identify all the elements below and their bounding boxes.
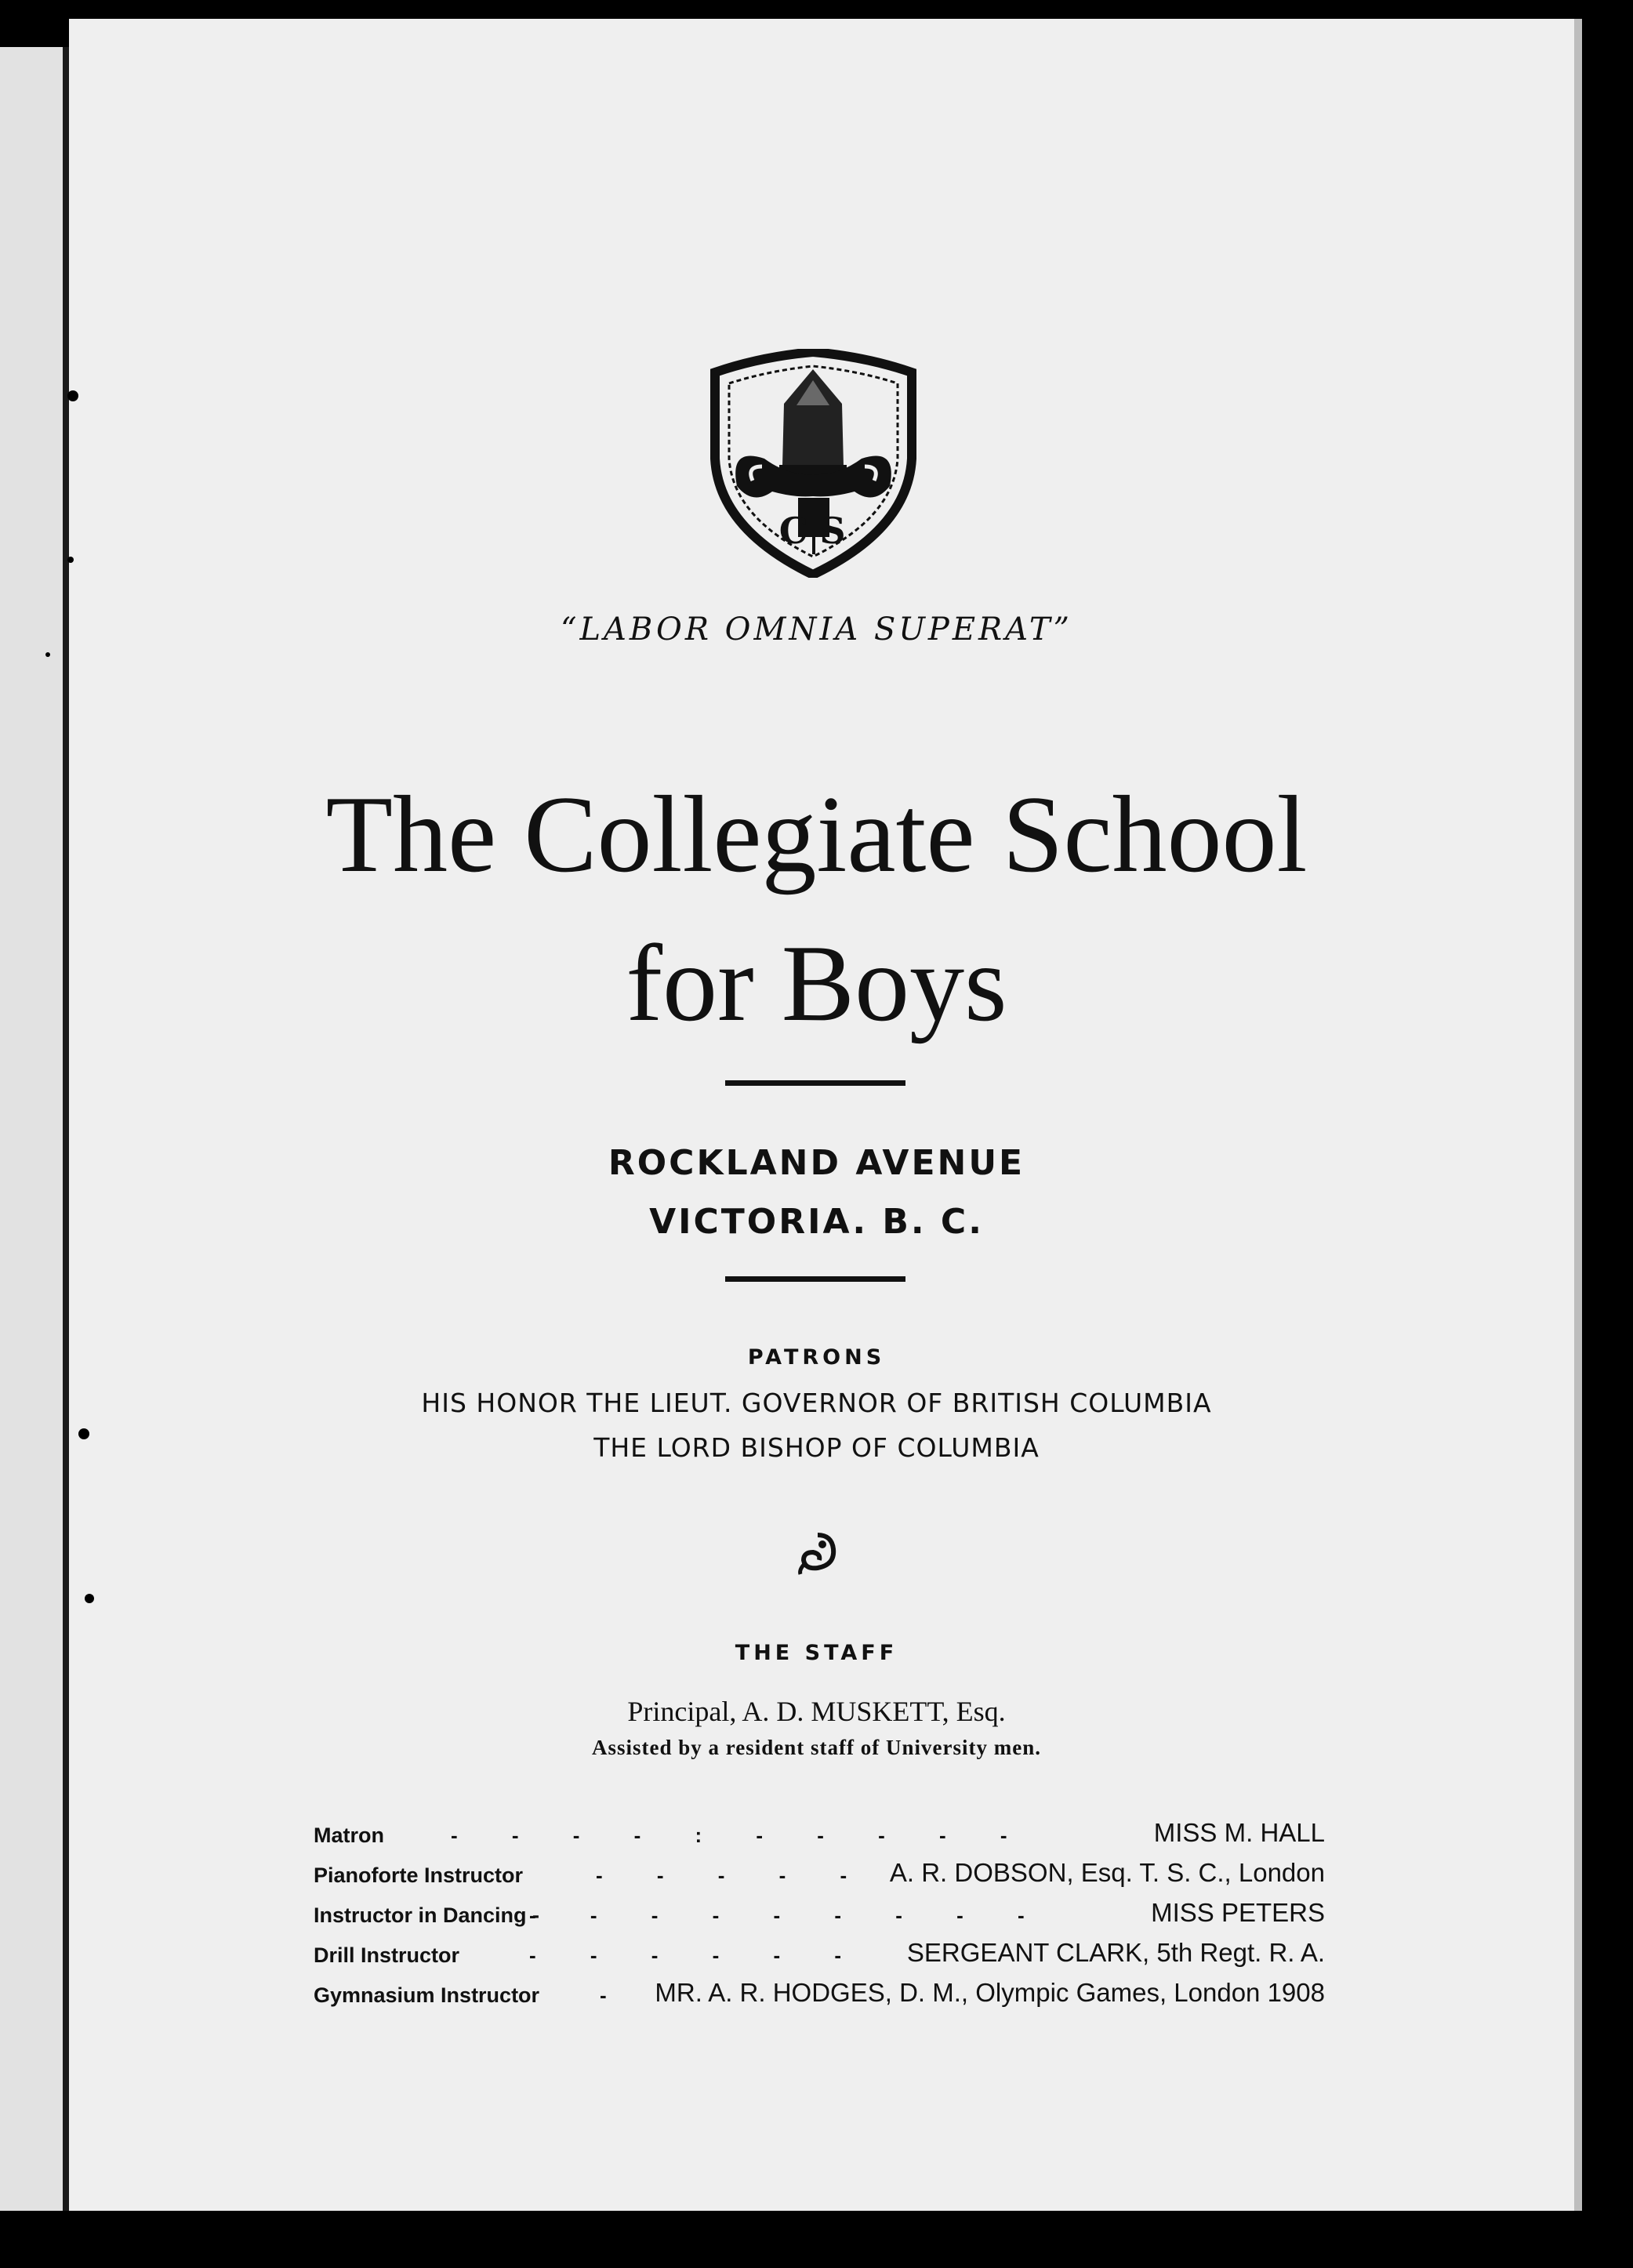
staff-name: MISS PETERS — [1151, 1898, 1325, 1927]
dot-leaders: - - - - : - - - - - — [451, 1823, 1007, 1847]
title-line-2: for Boys — [626, 923, 1007, 1044]
staff-row — [314, 1853, 1325, 1892]
dot-leaders: - - - - - - — [529, 1943, 842, 1967]
title-line-1: The Collegiate School — [325, 774, 1308, 895]
staff-name: MR. A. R. HODGES, D. M., Olympic Games, London 1908 — [655, 1978, 1325, 2007]
staff-row — [314, 1813, 1325, 1853]
fleuron-ornament-icon — [794, 1529, 841, 1576]
patron-line: THE LORD BISHOP OF COLUMBIA — [593, 1432, 1040, 1463]
facing-page-edge — [0, 47, 63, 2211]
binding-hole — [67, 390, 78, 401]
staff-role: Matron — [314, 1823, 384, 1847]
assisted-line: Assisted by a resident staff of University men. — [592, 1736, 1041, 1759]
patrons-heading: PATRONS — [747, 1345, 886, 1370]
staff-list — [314, 1813, 1325, 2012]
staff-row — [314, 1892, 1325, 1932]
address-city: VICTORIA. B. C. — [649, 1202, 984, 1242]
staff-role: Drill Instructor — [314, 1943, 460, 1967]
dot-leaders: - - - - - - - - - — [529, 1903, 1025, 1927]
book-gutter — [63, 47, 69, 2211]
page-title — [0, 760, 1633, 1058]
staff-row — [314, 1932, 1325, 1972]
staff-name: SERGEANT CLARK, 5th Regt. R. A. — [906, 1938, 1325, 1967]
divider-rule — [725, 1276, 905, 1282]
page-right-edge — [1574, 19, 1582, 2211]
crest-letter-c: C — [778, 510, 808, 552]
staff-role: Gymnasium Instructor — [314, 1983, 540, 2007]
binding-hole — [85, 1594, 94, 1603]
school-crest-icon — [706, 349, 921, 578]
address-street: ROCKLAND AVENUE — [608, 1143, 1025, 1183]
staff-heading: THE STAFF — [735, 1641, 898, 1665]
dot-leaders: - — [600, 1983, 607, 2007]
binding-hole — [67, 557, 74, 563]
staff-name: MISS M. HALL — [1153, 1818, 1325, 1847]
divider-rule — [725, 1080, 905, 1086]
crest-letter-s: S — [819, 510, 846, 552]
binding-hole — [45, 652, 50, 657]
staff-name: A. R. DOBSON, Esq. T. S. C., London — [889, 1858, 1325, 1887]
staff-row — [314, 1972, 1325, 2012]
school-motto: “LABOR OMNIA SUPERAT” — [561, 611, 1072, 648]
staff-role: Pianoforte Instructor — [314, 1863, 524, 1887]
patron-line: HIS HONOR THE LIEUT. GOVERNOR OF BRITISH COLUMBIA — [421, 1388, 1212, 1418]
dot-leaders: - - - - - — [596, 1863, 847, 1887]
staff-role: Instructor in Dancing - — [314, 1903, 540, 1927]
principal-line: Principal, A. D. MUSKETT, Esq. — [627, 1696, 1006, 1727]
